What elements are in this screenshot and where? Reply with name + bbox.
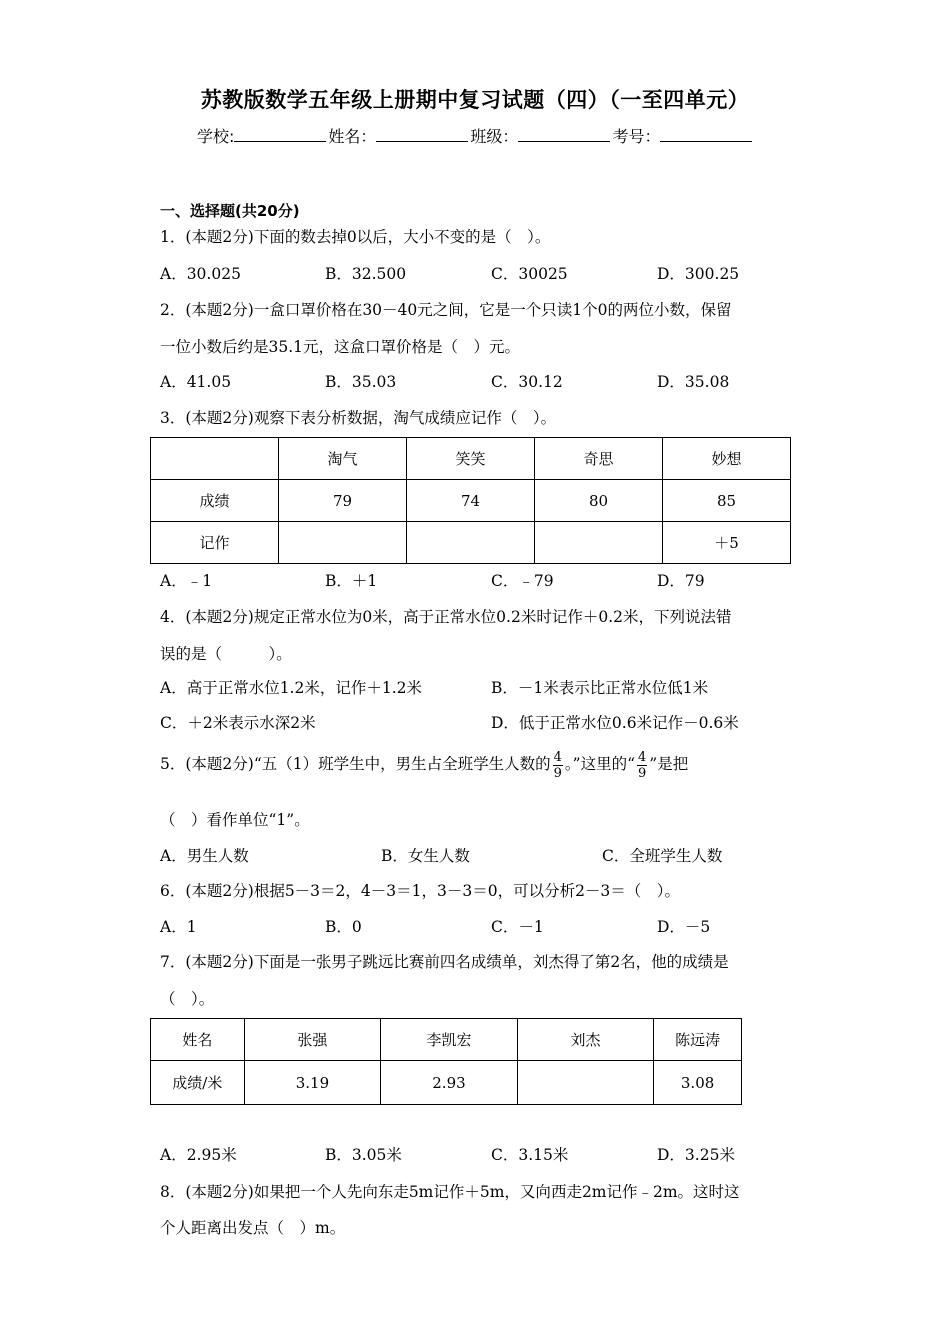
exam-no-blank	[660, 127, 752, 142]
name-label: 姓名：	[328, 127, 377, 146]
table-header: 张强	[244, 1019, 381, 1061]
question-3: 3．(本题2分)观察下表分析数据，淘气成绩应记作（ ）。	[160, 409, 557, 427]
question-2-line1: 2．(本题2分)一盒口罩价格在30－40元之间，它是一个只读1个0的两位小数，保留	[160, 301, 732, 319]
school-blank	[234, 127, 326, 142]
q7-option-d: D．3.25米	[657, 1146, 735, 1164]
fraction-four-ninths: $\frac{4}{9}$	[553, 749, 562, 781]
q7-long-jump-table	[150, 1018, 742, 1105]
school-label: 学校:	[197, 127, 235, 146]
fraction-four-ninths: $\frac{4}{9}$	[638, 749, 647, 781]
table-cell: 3.08	[654, 1061, 742, 1105]
table-cell: 成绩/米	[151, 1061, 245, 1105]
q3-score-table	[150, 437, 791, 564]
q1-option-d: D．300.25	[657, 265, 740, 283]
question-1: 1．(本题2分)下面的数去掉0以后，大小不变的是（ ）。	[160, 228, 551, 246]
table-header: 笑笑	[407, 438, 535, 480]
table-cell	[151, 438, 279, 480]
question-2-line2: 一位小数后约是35.1元，这盒口罩价格是（ ）元。	[160, 338, 521, 356]
q4-option-c: C．＋2米表示水深2米	[160, 714, 316, 732]
q2-option-d: D．35.08	[657, 373, 730, 391]
q7-option-b: B．3.05米	[325, 1146, 402, 1164]
q6-option-b: B．0	[325, 918, 362, 936]
class-label: 班级：	[470, 127, 519, 146]
name-blank	[376, 127, 468, 142]
table-cell: 记作	[151, 522, 279, 564]
section-title: 一、选择题(共20分)	[160, 202, 300, 220]
q1-option-b: B．32.500	[325, 265, 407, 283]
class-blank	[518, 127, 610, 142]
q4-option-d: D．低于正常水位0.6米记作－0.6米	[491, 714, 739, 732]
q5-option-a: A．男生人数	[160, 847, 249, 865]
q4-option-a: A．高于正常水位1.2米，记作＋1.2米	[160, 679, 422, 697]
table-header: 奇思	[535, 438, 663, 480]
exam-no-label: 考号：	[612, 127, 661, 146]
q6-option-d: D．－5	[657, 918, 711, 936]
table-cell: ＋5	[663, 522, 791, 564]
q1-option-c: C．30025	[491, 265, 568, 283]
table-cell	[407, 522, 535, 564]
q6-option-c: C．－1	[491, 918, 544, 936]
question-7-line2: （ ）。	[160, 990, 215, 1008]
q5-text-part1: 5．(本题2分)“五（1）班学生中，男生占全班学生人数的	[160, 755, 551, 773]
q6-option-a: A．1	[160, 918, 197, 936]
table-header: 李凯宏	[381, 1019, 518, 1061]
q5-text-part3: ”是把	[649, 755, 689, 773]
table-header: 淘气	[279, 438, 407, 480]
table-cell: 79	[279, 480, 407, 522]
table-cell	[535, 522, 663, 564]
question-4-line2: 误的是（ ）。	[160, 645, 292, 663]
table-cell	[279, 522, 407, 564]
q3-option-a: A．﹣1	[160, 572, 213, 590]
q3-option-b: B．＋1	[325, 572, 378, 590]
q2-option-a: A．41.05	[160, 373, 232, 391]
question-4-line1: 4．(本题2分)规定正常水位为0米，高于正常水位0.2米时记作＋0.2米，下列说法错	[160, 608, 732, 626]
q3-option-d: D．79	[657, 572, 705, 590]
q3-option-c: C．﹣79	[491, 572, 554, 590]
q7-option-a: A．2.95米	[160, 1146, 237, 1164]
table-header: 刘杰	[517, 1019, 653, 1061]
question-5-line1	[160, 742, 688, 786]
q5-text-part2: 。”这里的“	[564, 755, 635, 773]
table-header: 妙想	[663, 438, 791, 480]
table-header: 陈远涛	[654, 1019, 742, 1061]
question-8-line1: 8．(本题2分)如果把一个人先向东走5m记作＋5m，又向西走2m记作﹣2m。这时这	[160, 1183, 740, 1201]
question-6: 6．(本题2分)根据5－3＝2，4－3＝1，3－3＝0，可以分析2－3＝（ ）。	[160, 882, 681, 900]
student-info-line	[197, 124, 754, 147]
q2-option-c: C．30.12	[491, 373, 563, 391]
q1-option-a: A．30.025	[160, 265, 241, 283]
table-header: 姓名	[151, 1019, 245, 1061]
q7-option-c: C．3.15米	[491, 1146, 569, 1164]
table-cell: 80	[535, 480, 663, 522]
q5-option-c: C．全班学生人数	[602, 847, 723, 865]
q4-option-b: B．－1米表示比正常水位低1米	[491, 679, 709, 697]
table-cell: 85	[663, 480, 791, 522]
table-cell	[517, 1061, 653, 1105]
q5-option-b: B．女生人数	[381, 847, 470, 865]
table-cell: 2.93	[381, 1061, 518, 1105]
question-8-line2: 个人距离出发点（ ）m。	[160, 1219, 346, 1237]
table-cell: 74	[407, 480, 535, 522]
page-title: 苏教版数学五年级上册期中复习试题（四）（一至四单元）	[200, 88, 750, 112]
question-7-line1: 7．(本题2分)下面是一张男子跳远比赛前四名成绩单，刘杰得了第2名，他的成绩是	[160, 953, 729, 971]
table-cell: 成绩	[151, 480, 279, 522]
table-cell: 3.19	[244, 1061, 381, 1105]
q2-option-b: B．35.03	[325, 373, 397, 391]
question-5-line2: （ ）看作单位“1”。	[160, 811, 310, 829]
